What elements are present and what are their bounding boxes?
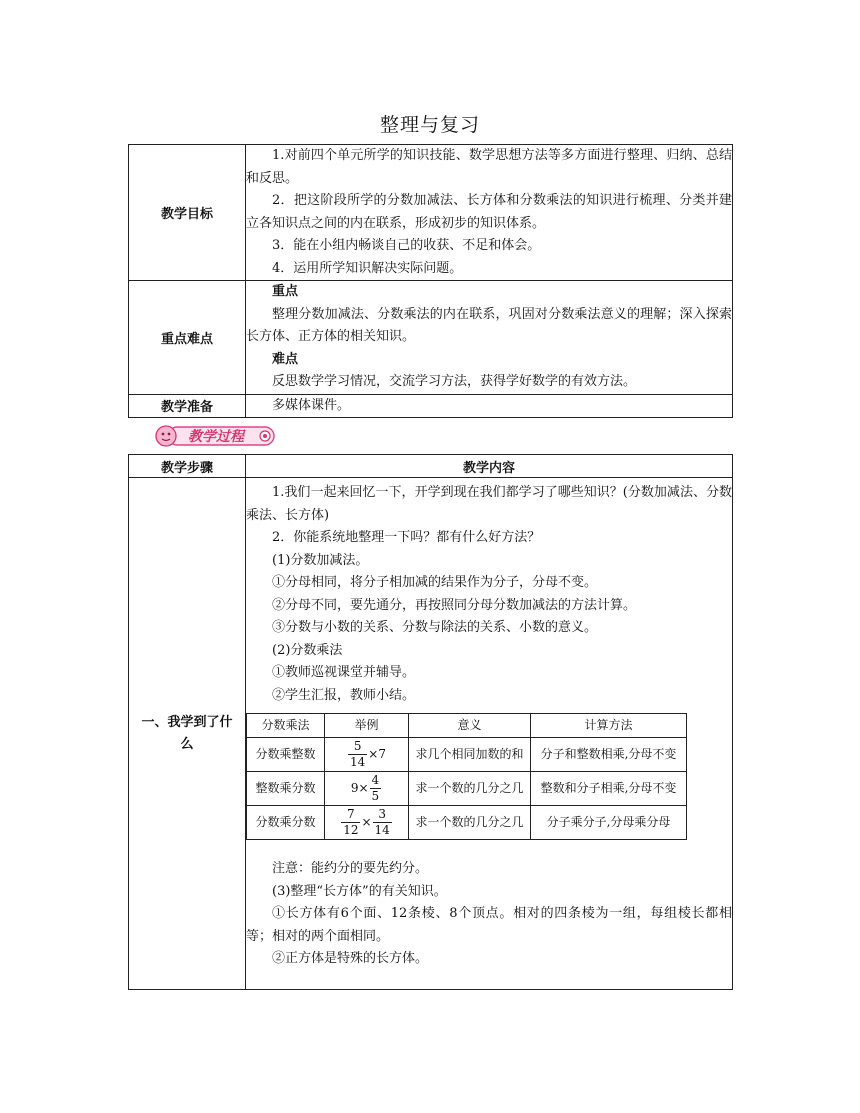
- difficulty-text: 反思数学学习情况，交流学习方法，获得学好数学的有效方法。: [272, 374, 637, 389]
- content-line-4: ①分母相同，将分子相加减的结果作为分子，分母不变。: [272, 575, 598, 590]
- row3-method: 分子乘分子,分母乘分母: [531, 806, 687, 840]
- row1-method: 分子和整数相乘,分母不变: [531, 738, 687, 772]
- row1-type: 分数乘整数: [247, 738, 325, 772]
- row3-fraction-a: $\frac{7}{12}$: [343, 807, 359, 837]
- row3-meaning: 求一个数的几分之几: [409, 806, 531, 840]
- inner-header-example: 举例: [325, 714, 409, 738]
- key-content: [246, 281, 733, 395]
- prep-row: [129, 394, 733, 418]
- inner-row-2: [247, 772, 687, 806]
- row3-type: 分数乘分数: [247, 806, 325, 840]
- process-row-1: [129, 478, 733, 990]
- row1-fraction-a: $\frac{5}{14}$: [350, 739, 366, 769]
- row2-fraction-b: $\frac{4}{5}$: [371, 773, 380, 803]
- content-line-3: (1)分数加减法。: [272, 552, 369, 568]
- inner-header-type: 分数乘法: [247, 714, 325, 738]
- lesson-info-table: [128, 144, 733, 418]
- inner-header-row: [247, 714, 687, 738]
- goal-1: 1.对前四个单元所学的知识技能、数学思想方法等多方面进行整理、归纳、总结和反思。: [246, 148, 732, 186]
- row2-type: 整数乘分数: [247, 772, 325, 806]
- row1-example: $\frac{5}{14}$ ×7: [325, 738, 409, 772]
- page-title: 整理与复习: [379, 114, 480, 136]
- inner-header-method: 计算方法: [531, 714, 687, 738]
- prep-content: [246, 394, 733, 418]
- teaching-process-logo: [154, 424, 276, 448]
- row2-meaning: 求一个数的几分之几: [409, 772, 531, 806]
- content-line-13: ②正方体是特殊的长方体。: [272, 951, 429, 966]
- content-line-1: 1.我们一起来回忆一下，开学到现在我们都学习了哪些知识？(分数加减法、分数乘法、长方体): [246, 485, 732, 523]
- inner-row-1: [247, 738, 687, 772]
- logo-text: 教学过程: [188, 429, 244, 445]
- inner-row-3: [247, 806, 687, 840]
- difficulty-heading: 难点: [272, 351, 299, 367]
- step-content: [246, 478, 733, 990]
- key-label: 重点难点: [129, 281, 246, 395]
- content-line-11: (3)整理“长方体”的有关知识。: [272, 883, 447, 899]
- step-label: 一、我学到了什么: [129, 478, 246, 990]
- key-row: [129, 281, 733, 395]
- row1-meaning: 求几个相同加数的和: [409, 738, 531, 772]
- key-heading: 重点: [272, 284, 299, 299]
- content-line-10: 注意：能约分的要先约分。: [272, 861, 429, 876]
- goal-2: 2．把这阶段所学的分数加减法、长方体和分数乘法的知识进行梳理、分类并建立各知识点之间的内在联系，形成初步的知识体系。: [246, 193, 732, 231]
- content-line-8: ①教师巡视课堂并辅导。: [272, 665, 416, 680]
- content-line-2: 2．你能系统地整理一下吗？都有什么好方法？: [272, 530, 541, 545]
- goals-content: [246, 145, 733, 281]
- prep-text: 多媒体课件。: [272, 397, 351, 413]
- inner-header-meaning: 意义: [409, 714, 531, 738]
- key-text: 整理分数加减法、分数乘法的内在联系，巩固对分数乘法意义的理解；深入探索长方体、正方体的相关知识。: [246, 306, 732, 344]
- goal-4: 4．运用所学知识解决实际问题。: [272, 260, 463, 276]
- process-header-row: [129, 455, 733, 478]
- row2-method: 整数和分子相乘,分母不变: [531, 772, 687, 806]
- process-table: [128, 454, 733, 990]
- row3-example: $\frac{7}{12}$ × $\frac{3}{14}$: [325, 806, 409, 840]
- content-line-6: ③分数与小数的关系、分数与除法的关系、小数的意义。: [272, 620, 598, 635]
- content-line-5: ②分母不同，要先通分，再按照同分母分数加减法的方法计算。: [272, 597, 637, 613]
- col-content-header: 教学内容: [246, 455, 733, 478]
- col-step-header: 教学步骤: [129, 455, 246, 478]
- prep-label: 教学准备: [129, 394, 246, 418]
- content-line-7: (2)分数乘法: [272, 642, 343, 658]
- fraction-multiplication-table: [246, 713, 687, 840]
- goals-label: 教学目标: [129, 145, 246, 281]
- goals-row: [129, 145, 733, 281]
- row2-example: 9× $\frac{4}{5}$: [325, 772, 409, 806]
- goal-3: 3．能在小组内畅谈自己的收获、不足和体会。: [272, 238, 541, 253]
- content-line-9: ②学生汇报，教师小结。: [272, 687, 416, 703]
- content-line-12: ①长方体有6个面、12条棱、8个顶点。相对的四条棱为一组，每组棱长都相等；相对的两个面相同。: [246, 906, 732, 944]
- row3-fraction-b: $\frac{3}{14}$: [374, 807, 390, 837]
